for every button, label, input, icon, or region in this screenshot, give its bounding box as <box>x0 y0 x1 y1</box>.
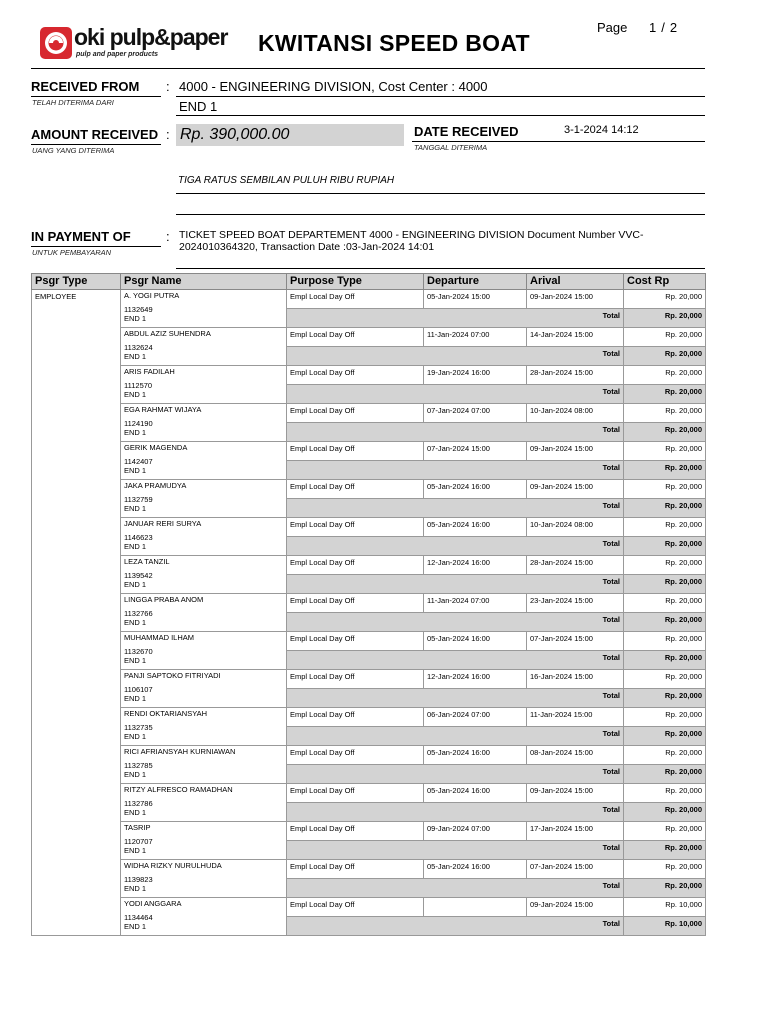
departure-cell <box>424 898 527 917</box>
arrival-cell: 23-Jan-2024 15:00 <box>527 594 624 613</box>
total-value-cell: Rp. 20,000 <box>624 423 706 442</box>
table-row <box>32 442 706 461</box>
psgr-id: 1124190 <box>124 419 153 428</box>
amount-in-words: TIGA RATUS SEMBILAN PULUH RIBU RUPIAH <box>178 175 395 186</box>
arrival-cell: 07-Jan-2024 15:00 <box>527 632 624 651</box>
words-line-2 <box>176 214 705 215</box>
psgr-id: 1106107 <box>124 685 153 694</box>
company-logo <box>40 24 230 61</box>
purpose-cell: Empl Local Day Off <box>287 404 424 423</box>
psgr-unit: END 1 <box>124 618 147 627</box>
psgr-id: 1132786 <box>124 799 153 808</box>
psgr-unit: END 1 <box>124 580 147 589</box>
cost-cell: Rp. 20,000 <box>624 518 706 537</box>
colon: : <box>166 79 170 94</box>
logo-tagline: pulp and paper products <box>76 51 159 58</box>
table-row <box>32 518 706 537</box>
psgr-name: EGA RAHMAT WIJAYA <box>124 405 202 414</box>
psgr-name: MUHAMMAD ILHAM <box>124 633 195 642</box>
total-label-cell: Total <box>287 917 624 936</box>
header-departure: Departure <box>424 274 527 290</box>
psgr-id: 1134464 <box>124 913 153 922</box>
colon: : <box>166 229 170 244</box>
purpose-cell: Empl Local Day Off <box>287 708 424 727</box>
received-from-unit: END 1 <box>179 99 218 114</box>
arrival-cell: 07-Jan-2024 15:00 <box>527 860 624 879</box>
total-value-cell: Rp. 20,000 <box>624 461 706 480</box>
total-label-cell: Total <box>287 461 624 480</box>
psgr-unit: END 1 <box>124 770 147 779</box>
received-from-unit-line <box>176 115 705 116</box>
psgr-name: JAKA PRAMUDYA <box>124 481 187 490</box>
psgr-name-cell <box>121 556 287 594</box>
table-row <box>32 784 706 803</box>
purpose-cell: Empl Local Day Off <box>287 784 424 803</box>
total-value-cell: Rp. 20,000 <box>624 309 706 328</box>
total-value-cell: Rp. 20,000 <box>624 841 706 860</box>
words-line <box>176 193 705 194</box>
psgr-name: RENDI OKTARIANSYAH <box>124 709 208 718</box>
psgr-name: PANJI SAPTOKO FITRIYADI <box>124 671 221 680</box>
departure-cell: 12-Jan-2024 16:00 <box>424 556 527 575</box>
cost-cell: Rp. 20,000 <box>624 290 706 309</box>
passenger-table <box>31 273 706 936</box>
total-label-cell: Total <box>287 841 624 860</box>
purpose-cell: Empl Local Day Off <box>287 480 424 499</box>
psgr-name-cell <box>121 708 287 746</box>
psgr-id: 1139823 <box>124 875 153 884</box>
page-total: 2 <box>669 20 678 35</box>
total-label-cell: Total <box>287 423 624 442</box>
received-from-underline <box>31 96 161 97</box>
departure-cell: 12-Jan-2024 16:00 <box>424 670 527 689</box>
table-body <box>32 290 706 936</box>
psgr-name-cell <box>121 366 287 404</box>
psgr-unit: END 1 <box>124 656 147 665</box>
header-arrival: Arival <box>527 274 624 290</box>
page-current: 1 <box>649 20 657 35</box>
psgr-id: 1112570 <box>124 381 153 390</box>
psgr-id: 1146623 <box>124 533 153 542</box>
psgr-id: 1132735 <box>124 723 153 732</box>
psgr-name-cell <box>121 594 287 632</box>
oki-logo-icon <box>40 27 72 59</box>
total-value-cell: Rp. 20,000 <box>624 879 706 898</box>
arrival-cell: 14-Jan-2024 15:00 <box>527 328 624 347</box>
psgr-name: LEZA TANZIL <box>124 557 170 566</box>
purpose-cell: Empl Local Day Off <box>287 518 424 537</box>
arrival-cell: 09-Jan-2024 15:00 <box>527 442 624 461</box>
cost-cell: Rp. 20,000 <box>624 366 706 385</box>
departure-cell: 11-Jan-2024 07:00 <box>424 328 527 347</box>
table-row <box>32 480 706 499</box>
document-title: KWITANSI SPEED BOAT <box>258 30 530 56</box>
payment-underline <box>31 246 161 247</box>
header-psgr-name: Psgr Name <box>121 274 287 290</box>
total-label-cell: Total <box>287 499 624 518</box>
departure-cell: 06-Jan-2024 07:00 <box>424 708 527 727</box>
amount-box <box>176 124 404 146</box>
psgr-name-cell <box>121 860 287 898</box>
departure-cell: 05-Jan-2024 16:00 <box>424 632 527 651</box>
psgr-type-cell: EMPLOYEE <box>32 290 121 936</box>
table-row <box>32 290 706 309</box>
purpose-cell: Empl Local Day Off <box>287 898 424 917</box>
psgr-unit: END 1 <box>124 922 147 931</box>
psgr-name-cell <box>121 442 287 480</box>
psgr-unit: END 1 <box>124 504 147 513</box>
psgr-id: 1132766 <box>124 609 153 618</box>
date-received-sublabel: TANGGAL DITERIMA <box>414 143 488 152</box>
cost-cell: Rp. 20,000 <box>624 860 706 879</box>
logo-name: oki pulp&paper <box>74 24 228 50</box>
arrival-cell: 09-Jan-2024 15:00 <box>527 898 624 917</box>
total-value-cell: Rp. 20,000 <box>624 347 706 366</box>
total-value-cell: Rp. 20,000 <box>624 537 706 556</box>
table-row <box>32 860 706 879</box>
arrival-cell: 17-Jan-2024 15:00 <box>527 822 624 841</box>
psgr-name-cell <box>121 822 287 860</box>
psgr-name: YODI ANGGARA <box>124 899 182 908</box>
total-value-cell: Rp. 20,000 <box>624 727 706 746</box>
cost-cell: Rp. 20,000 <box>624 556 706 575</box>
arrival-cell: 08-Jan-2024 15:00 <box>527 746 624 765</box>
cost-cell: Rp. 20,000 <box>624 480 706 499</box>
purpose-cell: Empl Local Day Off <box>287 860 424 879</box>
table-row <box>32 670 706 689</box>
total-label-cell: Total <box>287 803 624 822</box>
total-label-cell: Total <box>287 385 624 404</box>
total-label-cell: Total <box>287 727 624 746</box>
psgr-name: JANUAR RERI SURYA <box>124 519 202 528</box>
cost-cell: Rp. 20,000 <box>624 670 706 689</box>
total-label-cell: Total <box>287 309 624 328</box>
total-label-cell: Total <box>287 879 624 898</box>
cost-cell: Rp. 20,000 <box>624 784 706 803</box>
psgr-unit: END 1 <box>124 466 147 475</box>
table-row <box>32 594 706 613</box>
total-value-cell: Rp. 20,000 <box>624 575 706 594</box>
psgr-id: 1142407 <box>124 457 153 466</box>
psgr-name: LINGGA PRABA ANOM <box>124 595 204 604</box>
purpose-cell: Empl Local Day Off <box>287 442 424 461</box>
table-row <box>32 898 706 917</box>
total-value-cell: Rp. 20,000 <box>624 499 706 518</box>
purpose-cell: Empl Local Day Off <box>287 594 424 613</box>
psgr-name-cell <box>121 290 287 328</box>
arrival-cell: 10-Jan-2024 08:00 <box>527 404 624 423</box>
total-label-cell: Total <box>287 613 624 632</box>
received-from-value: 4000 - ENGINEERING DIVISION, Cost Center : 4000 <box>179 79 488 94</box>
received-from-label: RECEIVED FROM <box>31 79 140 94</box>
psgr-id: 1132649 <box>124 305 153 314</box>
cost-cell: Rp. 20,000 <box>624 708 706 727</box>
arrival-cell: 28-Jan-2024 15:00 <box>527 556 624 575</box>
total-value-cell: Rp. 20,000 <box>624 689 706 708</box>
amount-value: Rp. 390,000.00 <box>180 126 290 143</box>
psgr-name: GERIK MAGENDA <box>124 443 188 452</box>
amount-received-label: AMOUNT RECEIVED <box>31 127 159 142</box>
total-label-cell: Total <box>287 575 624 594</box>
departure-cell: 09-Jan-2024 07:00 <box>424 822 527 841</box>
psgr-name-cell <box>121 670 287 708</box>
departure-cell: 05-Jan-2024 16:00 <box>424 518 527 537</box>
table-row <box>32 328 706 347</box>
arrival-cell: 10-Jan-2024 08:00 <box>527 518 624 537</box>
psgr-name: TASRIP <box>124 823 151 832</box>
purpose-cell: Empl Local Day Off <box>287 328 424 347</box>
psgr-name-cell <box>121 784 287 822</box>
table-row <box>32 708 706 727</box>
departure-cell: 07-Jan-2024 15:00 <box>424 442 527 461</box>
psgr-name: RICI AFRIANSYAH KURNIAWAN <box>124 747 236 756</box>
cost-cell: Rp. 20,000 <box>624 632 706 651</box>
arrival-cell: 11-Jan-2024 15:00 <box>527 708 624 727</box>
departure-cell: 07-Jan-2024 07:00 <box>424 404 527 423</box>
psgr-unit: END 1 <box>124 390 147 399</box>
psgr-unit: END 1 <box>124 428 147 437</box>
psgr-name: WIDHA RIZKY NURULHUDA <box>124 861 222 870</box>
payment-line <box>176 268 705 269</box>
purpose-cell: Empl Local Day Off <box>287 290 424 309</box>
psgr-name-cell <box>121 404 287 442</box>
table-row <box>32 404 706 423</box>
amount-received-sublabel: UANG YANG DITERIMA <box>32 146 115 155</box>
psgr-id: 1132759 <box>124 495 153 504</box>
total-value-cell: Rp. 20,000 <box>624 765 706 784</box>
cost-cell: Rp. 20,000 <box>624 442 706 461</box>
purpose-cell: Empl Local Day Off <box>287 670 424 689</box>
table-row <box>32 366 706 385</box>
psgr-unit: END 1 <box>124 694 147 703</box>
received-from-value-line <box>176 96 705 97</box>
arrival-cell: 09-Jan-2024 15:00 <box>527 784 624 803</box>
colon: : <box>166 127 170 142</box>
psgr-unit: END 1 <box>124 732 147 741</box>
total-value-cell: Rp. 20,000 <box>624 803 706 822</box>
cost-cell: Rp. 20,000 <box>624 328 706 347</box>
psgr-id: 1139542 <box>124 571 153 580</box>
psgr-id: 1132670 <box>124 647 153 656</box>
page-separator: / <box>661 20 665 35</box>
table-row <box>32 822 706 841</box>
header-divider <box>31 68 705 69</box>
arrival-cell: 16-Jan-2024 15:00 <box>527 670 624 689</box>
psgr-name: RITZY ALFRESCO RAMADHAN <box>124 785 233 794</box>
psgr-name: ABDUL AZIZ SUHENDRA <box>124 329 211 338</box>
header-purpose-type: Purpose Type <box>287 274 424 290</box>
departure-cell: 05-Jan-2024 15:00 <box>424 290 527 309</box>
table-row <box>32 556 706 575</box>
total-value-cell: Rp. 20,000 <box>624 651 706 670</box>
total-label-cell: Total <box>287 651 624 670</box>
psgr-unit: END 1 <box>124 884 147 893</box>
date-received-underline <box>412 141 705 142</box>
cost-cell: Rp. 20,000 <box>624 746 706 765</box>
table-header-row <box>32 274 706 290</box>
page-label: Page <box>597 20 628 35</box>
date-received-value: 3-1-2024 14:12 <box>564 124 639 136</box>
cost-cell: Rp. 10,000 <box>624 898 706 917</box>
table-row <box>32 746 706 765</box>
psgr-id: 1132624 <box>124 343 153 352</box>
total-value-cell: Rp. 10,000 <box>624 917 706 936</box>
departure-cell: 05-Jan-2024 16:00 <box>424 480 527 499</box>
cost-cell: Rp. 20,000 <box>624 822 706 841</box>
psgr-name-cell <box>121 746 287 784</box>
psgr-name-cell <box>121 480 287 518</box>
psgr-name-cell <box>121 898 287 936</box>
psgr-name-cell <box>121 632 287 670</box>
psgr-unit: END 1 <box>124 808 147 817</box>
total-label-cell: Total <box>287 347 624 366</box>
departure-cell: 11-Jan-2024 07:00 <box>424 594 527 613</box>
purpose-cell: Empl Local Day Off <box>287 556 424 575</box>
total-value-cell: Rp. 20,000 <box>624 613 706 632</box>
cost-cell: Rp. 20,000 <box>624 404 706 423</box>
psgr-name: ARIS FADILAH <box>124 367 175 376</box>
total-label-cell: Total <box>287 689 624 708</box>
psgr-unit: END 1 <box>124 314 147 323</box>
arrival-cell: 28-Jan-2024 15:00 <box>527 366 624 385</box>
purpose-cell: Empl Local Day Off <box>287 632 424 651</box>
psgr-id: 1120707 <box>124 837 153 846</box>
total-label-cell: Total <box>287 765 624 784</box>
arrival-cell: 09-Jan-2024 15:00 <box>527 290 624 309</box>
psgr-name: A. YOGI PUTRA <box>124 291 180 300</box>
payment-description: TICKET SPEED BOAT DEPARTEMENT 4000 - ENGINEERING DIVISION Document Number VVC-2024010364320, Transaction Date :03-Jan-2024 14:01 <box>179 229 644 253</box>
psgr-unit: END 1 <box>124 542 147 551</box>
payment-label: IN PAYMENT OF <box>31 229 131 244</box>
departure-cell: 05-Jan-2024 16:00 <box>424 746 527 765</box>
amount-received-underline <box>31 144 161 145</box>
departure-cell: 05-Jan-2024 16:00 <box>424 860 527 879</box>
purpose-cell: Empl Local Day Off <box>287 822 424 841</box>
total-value-cell: Rp. 20,000 <box>624 385 706 404</box>
received-from-sublabel: TELAH DITERIMA DARI <box>32 98 114 107</box>
page-number <box>649 20 677 35</box>
total-label-cell: Total <box>287 537 624 556</box>
table-row <box>32 632 706 651</box>
psgr-id: 1132785 <box>124 761 153 770</box>
psgr-name-cell <box>121 518 287 556</box>
purpose-cell: Empl Local Day Off <box>287 746 424 765</box>
psgr-unit: END 1 <box>124 846 147 855</box>
psgr-name-cell <box>121 328 287 366</box>
purpose-cell: Empl Local Day Off <box>287 366 424 385</box>
departure-cell: 05-Jan-2024 16:00 <box>424 784 527 803</box>
psgr-unit: END 1 <box>124 352 147 361</box>
cost-cell: Rp. 20,000 <box>624 594 706 613</box>
header-cost: Cost Rp <box>624 274 706 290</box>
arrival-cell: 09-Jan-2024 15:00 <box>527 480 624 499</box>
date-received-label: DATE RECEIVED <box>414 124 519 139</box>
departure-cell: 19-Jan-2024 16:00 <box>424 366 527 385</box>
payment-sublabel: UNTUK PEMBAYARAN <box>32 248 112 257</box>
header-psgr-type: Psgr Type <box>32 274 121 290</box>
